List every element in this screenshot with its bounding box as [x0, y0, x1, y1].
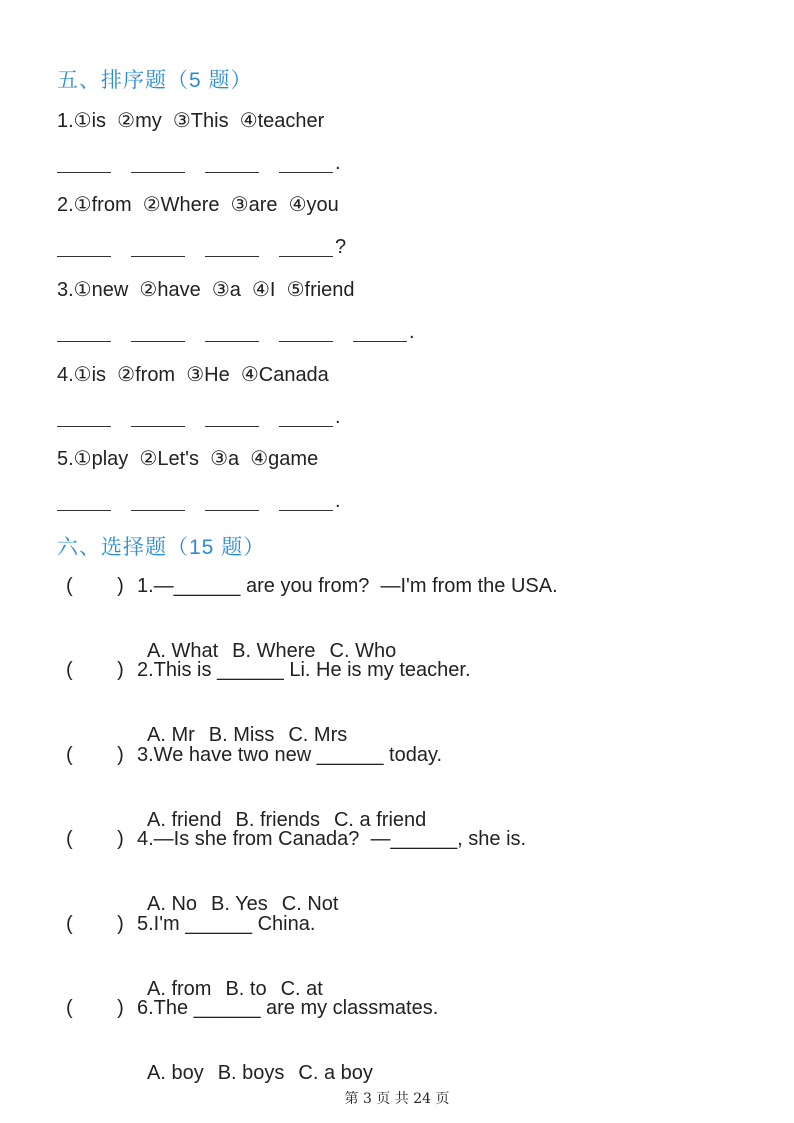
- answer-paren[interactable]: ( ): [66, 659, 124, 681]
- option-c: C. Mrs: [288, 724, 348, 746]
- option-c: C. at: [280, 978, 323, 1000]
- answer-paren[interactable]: ( ): [66, 913, 124, 935]
- question-1: 1.—______ are you from? —I'm from the USA.: [137, 575, 558, 597]
- blank[interactable]: [57, 236, 111, 257]
- order-item-1: 1.①is ②my ③This ④teacher: [57, 110, 325, 132]
- blank[interactable]: [205, 490, 259, 511]
- order-item-4: 4.①is ②from ③He ④Canada: [57, 364, 329, 386]
- blank[interactable]: [131, 490, 185, 511]
- option-a: A. boy: [147, 1062, 204, 1084]
- question-2: 2.This is ______ Li. He is my teacher.: [137, 659, 471, 681]
- option-b: B. boys: [217, 1062, 285, 1084]
- question-5: 5.I'm ______ China.: [137, 913, 316, 935]
- end-punct: .: [335, 490, 341, 512]
- blank[interactable]: [205, 152, 259, 173]
- section6-title: 六、选择题（15 题）: [57, 536, 266, 559]
- option-c: C. Who: [329, 640, 397, 662]
- blank[interactable]: [131, 236, 185, 257]
- answer-blanks-1: [57, 152, 341, 173]
- options-6: [137, 1039, 387, 1085]
- answer-blanks-5: [57, 490, 341, 511]
- end-punct: .: [335, 406, 341, 428]
- blank[interactable]: [57, 152, 111, 173]
- answer-blanks-2: [57, 236, 346, 257]
- blank[interactable]: [57, 406, 111, 427]
- page-footer: 第 3 页 共 24 页: [344, 1091, 450, 1107]
- option-c: C. a friend: [333, 809, 427, 831]
- question-4: 4.—Is she from Canada? —______, she is.: [137, 828, 527, 850]
- order-item-3: 3.①new ②have ③a ④I ⑤friend: [57, 279, 355, 301]
- question-6: 6.The ______ are my classmates.: [137, 997, 439, 1019]
- blank[interactable]: [57, 490, 111, 511]
- blank[interactable]: [279, 406, 333, 427]
- options-3: [137, 786, 440, 832]
- blank[interactable]: [279, 321, 333, 342]
- option-b: B. Where: [232, 640, 316, 662]
- option-b: B. Miss: [208, 724, 275, 746]
- answer-blanks-4: [57, 406, 341, 427]
- option-a: A. No: [147, 893, 198, 915]
- blank[interactable]: [205, 406, 259, 427]
- blank[interactable]: [279, 490, 333, 511]
- order-item-2: 2.①from ②Where ③are ④you: [57, 194, 339, 216]
- answer-blanks-3: [57, 321, 415, 342]
- options-1: [137, 617, 410, 663]
- option-b: B. to: [225, 978, 267, 1000]
- answer-paren[interactable]: ( ): [66, 828, 124, 850]
- option-c: C. Not: [281, 893, 339, 915]
- options-5: [137, 955, 337, 1001]
- option-a: A. friend: [147, 809, 222, 831]
- blank[interactable]: [279, 236, 333, 257]
- order-item-5: 5.①play ②Let's ③a ④game: [57, 448, 319, 470]
- blank[interactable]: [131, 152, 185, 173]
- option-a: A. Mr: [147, 724, 195, 746]
- end-punct: .: [335, 152, 341, 174]
- blank[interactable]: [205, 321, 259, 342]
- option-b: B. Yes: [211, 893, 268, 915]
- answer-paren[interactable]: ( ): [66, 575, 124, 597]
- answer-paren[interactable]: ( ): [66, 997, 124, 1019]
- blank[interactable]: [353, 321, 407, 342]
- options-4: [137, 870, 352, 916]
- blank[interactable]: [279, 152, 333, 173]
- question-3: 3.We have two new ______ today.: [137, 744, 443, 766]
- option-a: A. from: [147, 978, 212, 1000]
- options-2: [137, 701, 361, 747]
- option-b: B. friends: [235, 809, 320, 831]
- answer-paren[interactable]: ( ): [66, 744, 124, 766]
- blank[interactable]: [131, 321, 185, 342]
- end-punct: .: [409, 321, 415, 343]
- blank[interactable]: [57, 321, 111, 342]
- option-c: C. a boy: [298, 1062, 373, 1084]
- blank[interactable]: [205, 236, 259, 257]
- blank[interactable]: [131, 406, 185, 427]
- section5-title: 五、排序题（5 题）: [57, 69, 253, 92]
- option-a: A. What: [147, 640, 219, 662]
- end-punct: ?: [335, 236, 347, 258]
